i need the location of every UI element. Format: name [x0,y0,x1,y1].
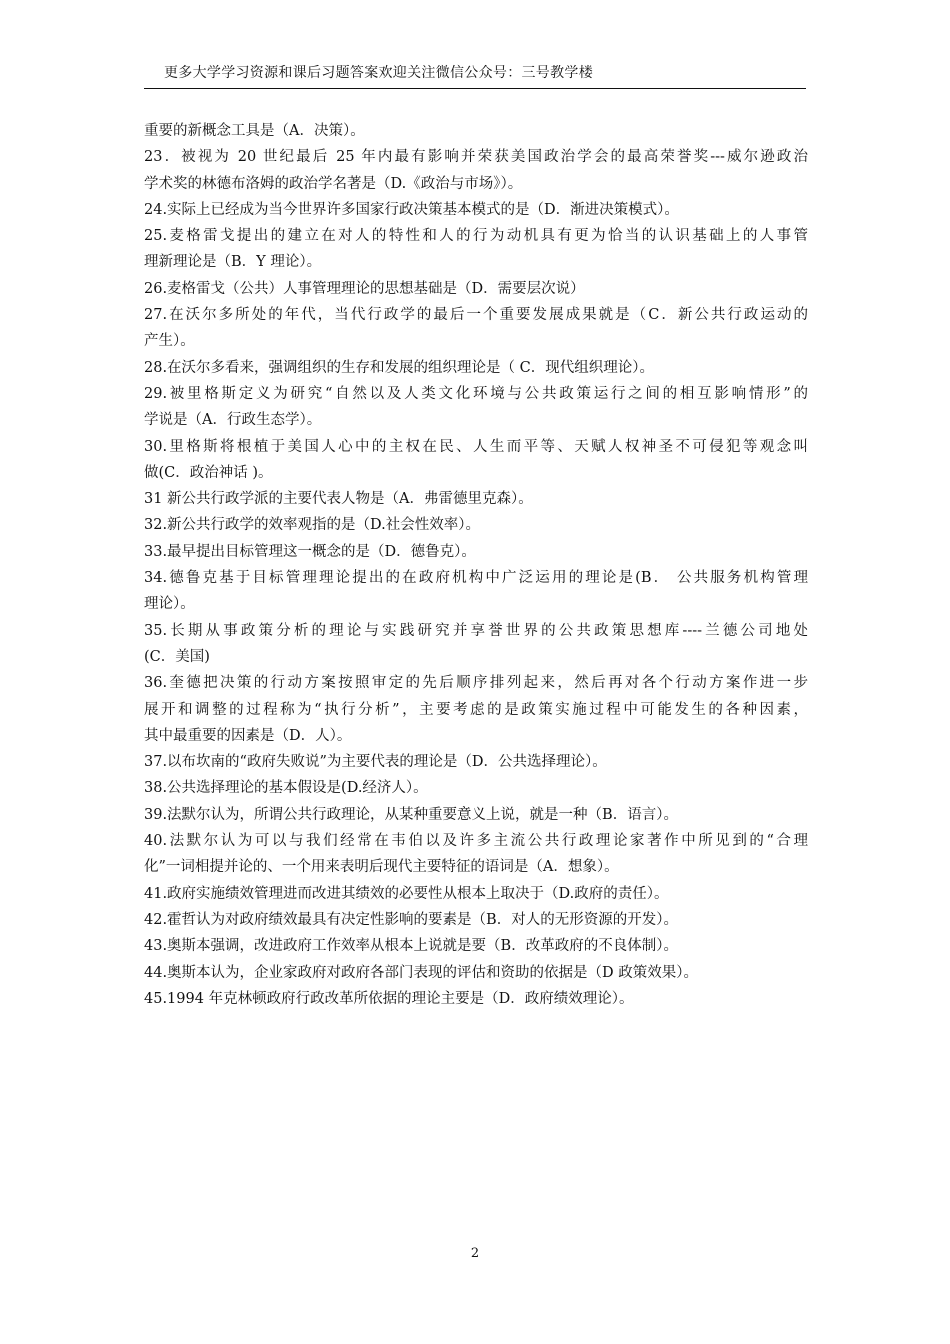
text-line: 26.麦格雷戈（公共）人事管理理论的思想基础是（D．需要层次说） [144,280,585,297]
text-line: 37.以布坎南的“政府失败说”为主要代表的理论是（D．公共选择理论）。 [144,754,607,771]
text-line: 33.最早提出目标管理这一概念的是（D．德鲁克）。 [144,543,476,560]
text-line: 28.在沃尔多看来，强调组织的生存和发展的组织理论是（ C．现代组织理论）。 [144,359,655,376]
text-line: 32.新公共行政学的效率观指的是（D.社会性效率）。 [144,517,481,534]
text-line: 39.法默尔认为，所谓公共行政理论，从某种重要意义上说，就是一种（B．语言）。 [144,806,678,823]
text-line: 34.德鲁克基于目标管理理论提出的在政府机构中广泛运用的理论是(B． 公共服务机构管理 [144,570,808,587]
text-line: 学术奖的林德布洛姆的政治学名著是（D.《政治与市场》）。 [144,175,523,192]
text-line: 做(C．政治神话 )。 [144,464,273,481]
text-line: (C．美国) [144,648,210,665]
text-line: 41.政府实施绩效管理进而改进其绩效的必要性从根本上取决于（D.政府的责任）。 [144,885,669,902]
text-line: 展开和调整的过程称为“执行分析”，主要考虑的是政策实施过程中可能发生的各种因素， [144,701,808,718]
text-line: 38.公共选择理论的基本假设是(D.经济人）。 [144,780,428,797]
text-line: 理新理论是（B．Y 理论）。 [144,254,322,271]
text-line: 35.长期从事政策分析的理论与实践研究并享誉世界的公共政策思想库----兰德公司地处 [144,622,808,639]
text-line: 31 新公共行政学派的主要代表人物是（A．弗雷德里克森）。 [144,491,533,508]
document-body [144,118,808,1012]
page-number: 2 [470,1246,480,1261]
text-line: 重要的新概念工具是（A．决策）。 [144,123,365,139]
text-line: 42.霍哲认为对政府绩效最具有决定性影响的要素是（B．对人的无形资源的开发）。 [144,911,678,928]
text-line: 36.奎德把决策的行动方案按照审定的先后顺序排列起来，然后再对各个行动方案作进一步 [144,675,808,692]
text-line: 理论）。 [144,596,195,613]
page-header: 更多大学学习资源和课后习题答案欢迎关注微信公众号：三号教学楼 [164,65,593,81]
text-line: 化”一词相提并论的、一个用来表明后现代主要特征的语词是（A．想象）。 [144,859,619,876]
text-line: 24.实际上已经成为当今世界许多国家行政决策基本模式的是（D．渐进决策模式）。 [144,201,679,218]
text-line: 40.法默尔认为可以与我们经常在韦伯以及许多主流公共行政理论家著作中所见到的“合理 [144,833,808,850]
text-line: 45.1994 年克林顿政府行政改革所依据的理论主要是（D．政府绩效理论）。 [144,990,634,1007]
text-line: 43.奥斯本强调，改进政府工作效率从根本上说就是要（B．改革政府的不良体制）。 [144,938,678,955]
text-line: 25.麦格雷戈提出的建立在对人的特性和人的行为动机具有更为恰当的认识基础上的人事管 [144,228,808,245]
text-line: 23．被视为 20 世纪最后 25 年内最有影响并荣获美国政治学会的最高荣誉奖---威尔逊政治 [144,149,808,166]
text-line: 产生）。 [144,333,195,350]
text-line: 30.里格斯将根植于美国人心中的主权在民、人生而平等、天赋人权神圣不可侵犯等观念叫 [144,438,808,455]
text-line: 29.被里格斯定义为研究“自然以及人类文化环境与公共政策运行之间的相互影响情形”的 [144,385,808,402]
text-line: 学说是（A．行政生态学）。 [144,412,322,429]
text-line: 27.在沃尔多所处的年代，当代行政学的最后一个重要发展成果就是（C．新公共行政运动的 [144,307,808,324]
text-line: 44.奥斯本认为，企业家政府对政府各部门表现的评估和资助的依据是（D 政策效果）。 [144,964,699,981]
header-divider [144,88,806,89]
text-line: 其中最重要的因素是（D．人）。 [144,727,352,744]
